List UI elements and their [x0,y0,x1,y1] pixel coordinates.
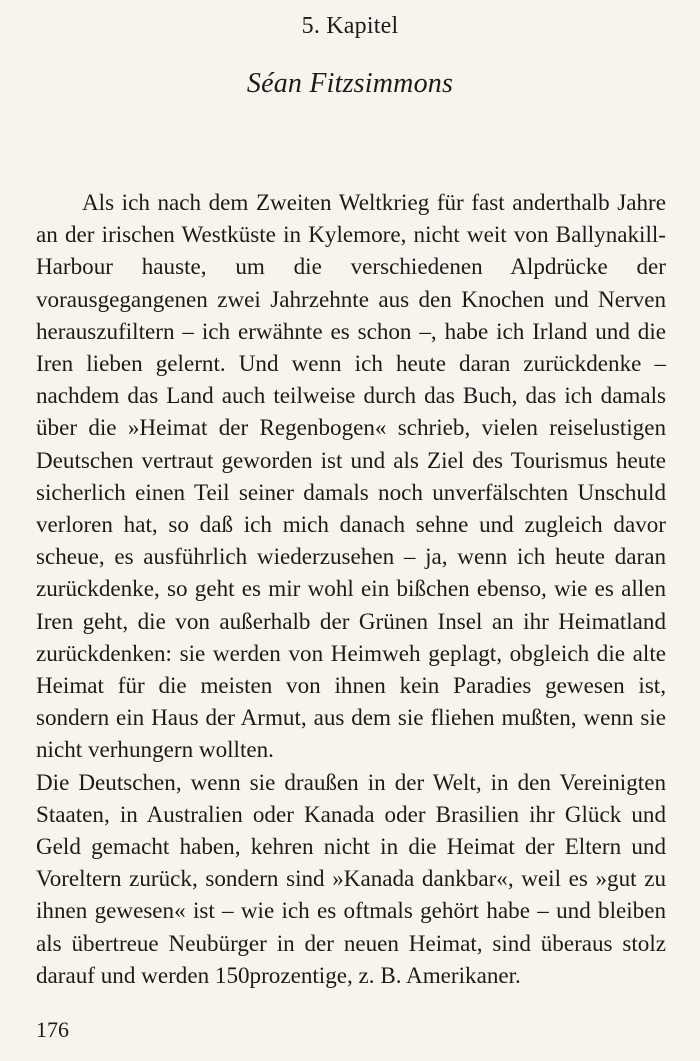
chapter-number: 5. Kapitel [301,13,399,39]
page-number: 176 [36,1017,69,1042]
chapter-title: Séan Fitzsimmons [246,68,454,99]
body-text [36,186,666,991]
paragraph-2: Die Deutschen, wenn sie draußen in der Welt, in den Vereinigten Staaten, in Australien oder Kanada oder Brasilien ihr Glück und Geld gemacht haben, kehren nicht in die Heimat der Eltern und Voreltern zurück, sondern sind »Kanada dankbar«, weil es »gut zu ihnen gewesen« ist – wie ich es oftmals gehört habe – und bleiben als übertreue Neubürger in der neuen Heimat, sind überaus stolz darauf und werden 150prozentige, z. B. Amerikaner. [36,768,666,988]
paragraph-1: Als ich nach dem Zweiten Weltkrieg für fast anderthalb Jahre an der irischen Westküste in Kylemore, nicht weit von Ballynakill-Harbour hauste, um die verschiedenen Alpdrücke der vorausgegangenen zwei Jahrzehnte aus den Knochen und Nerven herauszufiltern – ich erwähnte es schon –, habe ich Irland und die Iren lieben gelernt. Und wenn ich heute daran zurückdenke – nachdem das Land auch teilweise durch das Buch, das ich damals über die »Heimat der Regenbogen« schrieb, vielen reiselustigen Deutschen vertraut geworden ist und als Ziel des Tourismus heute sicherlich einen Teil seiner damals noch unverfälschten Unschuld verloren hat, so daß ich mich danach sehne und zugleich davor scheue, es ausführlich wiederzusehen – ja, wenn ich heute daran zurückdenke, so geht es mir wohl ein bißchen ebenso, wie es allen Iren geht, die von außerhalb der Grünen Insel an ihr Heimatland zurückdenken: sie werden von Heimweh geplagt, obgleich die alte Heimat für die meisten von ihnen kein Paradies gewesen ist, sondern ein Haus der Armut, aus dem sie fliehen mußten, wenn sie nicht verhungern wollten. [36,189,666,763]
